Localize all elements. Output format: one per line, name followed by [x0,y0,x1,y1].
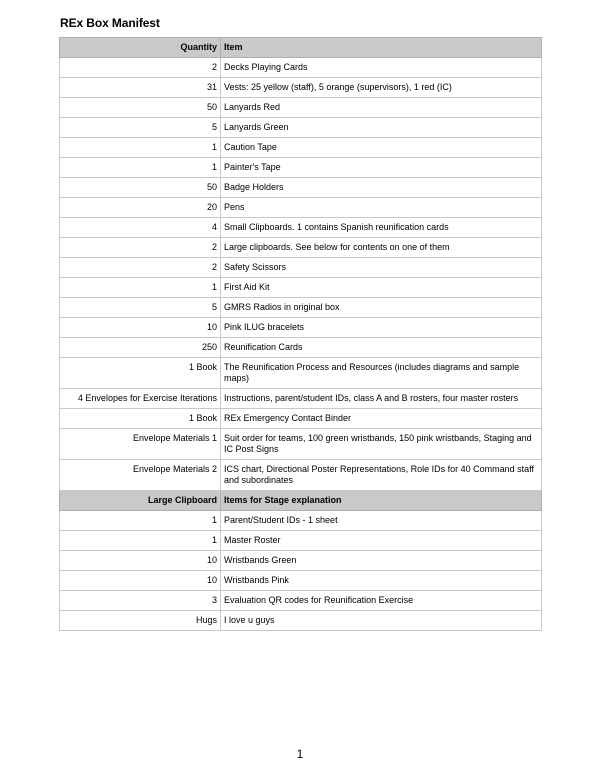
table-row [60,531,542,551]
item-cell: Large clipboards. See below for contents on one of them [221,238,542,258]
table-row [60,138,542,158]
item-cell: Parent/Student IDs - 1 sheet [221,511,542,531]
item-cell: Caution Tape [221,138,542,158]
item-cell: Lanyards Red [221,98,542,118]
item-cell: REx Emergency Contact Binder [221,409,542,429]
item-cell: First Aid Kit [221,278,542,298]
quantity-cell: 31 [60,78,221,98]
quantity-cell: 1 [60,511,221,531]
quantity-cell: Hugs [60,611,221,631]
quantity-cell: Envelope Materials 2 [60,460,221,491]
manifest-table [59,37,542,631]
item-cell: Pens [221,198,542,218]
item-cell: Suit order for teams, 100 green wristbands, 150 pink wristbands, Staging and IC Post Signs [221,429,542,460]
table-row [60,218,542,238]
item-cell: GMRS Radios in original box [221,298,542,318]
table-row [60,258,542,278]
table-row [60,118,542,138]
item-cell: Master Roster [221,531,542,551]
quantity-cell: 20 [60,198,221,218]
table-row [60,158,542,178]
table-row [60,389,542,409]
table-row [60,551,542,571]
quantity-cell: 5 [60,298,221,318]
table-row [60,98,542,118]
quantity-cell: 2 [60,58,221,78]
table-row [60,591,542,611]
large-clipboard-section [60,491,542,631]
item-cell: Badge Holders [221,178,542,198]
table-row [60,571,542,591]
table-row [60,178,542,198]
item-cell: ICS chart, Directional Poster Representations, Role IDs for 40 Command staff and subordinates [221,460,542,491]
item-column-header: Item [221,38,542,58]
quantity-cell: 10 [60,571,221,591]
item-cell: Wristbands Green [221,551,542,571]
table-row [60,318,542,338]
table-row [60,58,542,78]
item-cell: The Reunification Process and Resources (includes diagrams and sample maps) [221,358,542,389]
item-cell: Painter's Tape [221,158,542,178]
quantity-cell: 2 [60,238,221,258]
quantity-cell: 250 [60,338,221,358]
quantity-cell: 4 Envelopes for Exercise Iterations [60,389,221,409]
item-cell: Decks Playing Cards [221,58,542,78]
table-row [60,78,542,98]
quantity-cell: 10 [60,551,221,571]
table-row [60,198,542,218]
item-cell: Instructions, parent/student IDs, class A and B rosters, four master rosters [221,389,542,409]
page-title: REx Box Manifest [60,16,160,30]
quantity-column-header: Quantity [60,38,221,58]
table-row [60,278,542,298]
quantity-cell: 2 [60,258,221,278]
table-row [60,298,542,318]
item-cell: Safety Scissors [221,258,542,278]
quantity-cell: 1 [60,278,221,298]
table-row [60,358,542,389]
manifest-rows [60,58,542,491]
quantity-cell: 5 [60,118,221,138]
quantity-cell: 50 [60,178,221,198]
table-row [60,338,542,358]
quantity-cell: Envelope Materials 1 [60,429,221,460]
table-row [60,409,542,429]
quantity-cell: 1 Book [60,358,221,389]
quantity-cell: 1 Book [60,409,221,429]
table-row [60,238,542,258]
table-row [60,611,542,631]
item-cell: Vests: 25 yellow (staff), 5 orange (supervisors), 1 red (IC) [221,78,542,98]
quantity-cell: 1 [60,138,221,158]
quantity-cell: 1 [60,531,221,551]
table-row [60,460,542,491]
table-header-row [60,38,542,58]
section-item-header: Items for Stage explanation [221,491,542,511]
item-cell: Reunification Cards [221,338,542,358]
item-cell: Evaluation QR codes for Reunification Exercise [221,591,542,611]
item-cell: Pink ILUG bracelets [221,318,542,338]
item-cell: Small Clipboards. 1 contains Spanish reunification cards [221,218,542,238]
quantity-cell: 10 [60,318,221,338]
item-cell: Lanyards Green [221,118,542,138]
page-number: 1 [296,747,304,761]
section-header-row [60,491,542,511]
quantity-cell: 50 [60,98,221,118]
table-row [60,511,542,531]
quantity-cell: 3 [60,591,221,611]
item-cell: I love u guys [221,611,542,631]
quantity-cell: 1 [60,158,221,178]
quantity-cell: 4 [60,218,221,238]
table-row [60,429,542,460]
item-cell: Wristbands Pink [221,571,542,591]
section-quantity-header: Large Clipboard [60,491,221,511]
